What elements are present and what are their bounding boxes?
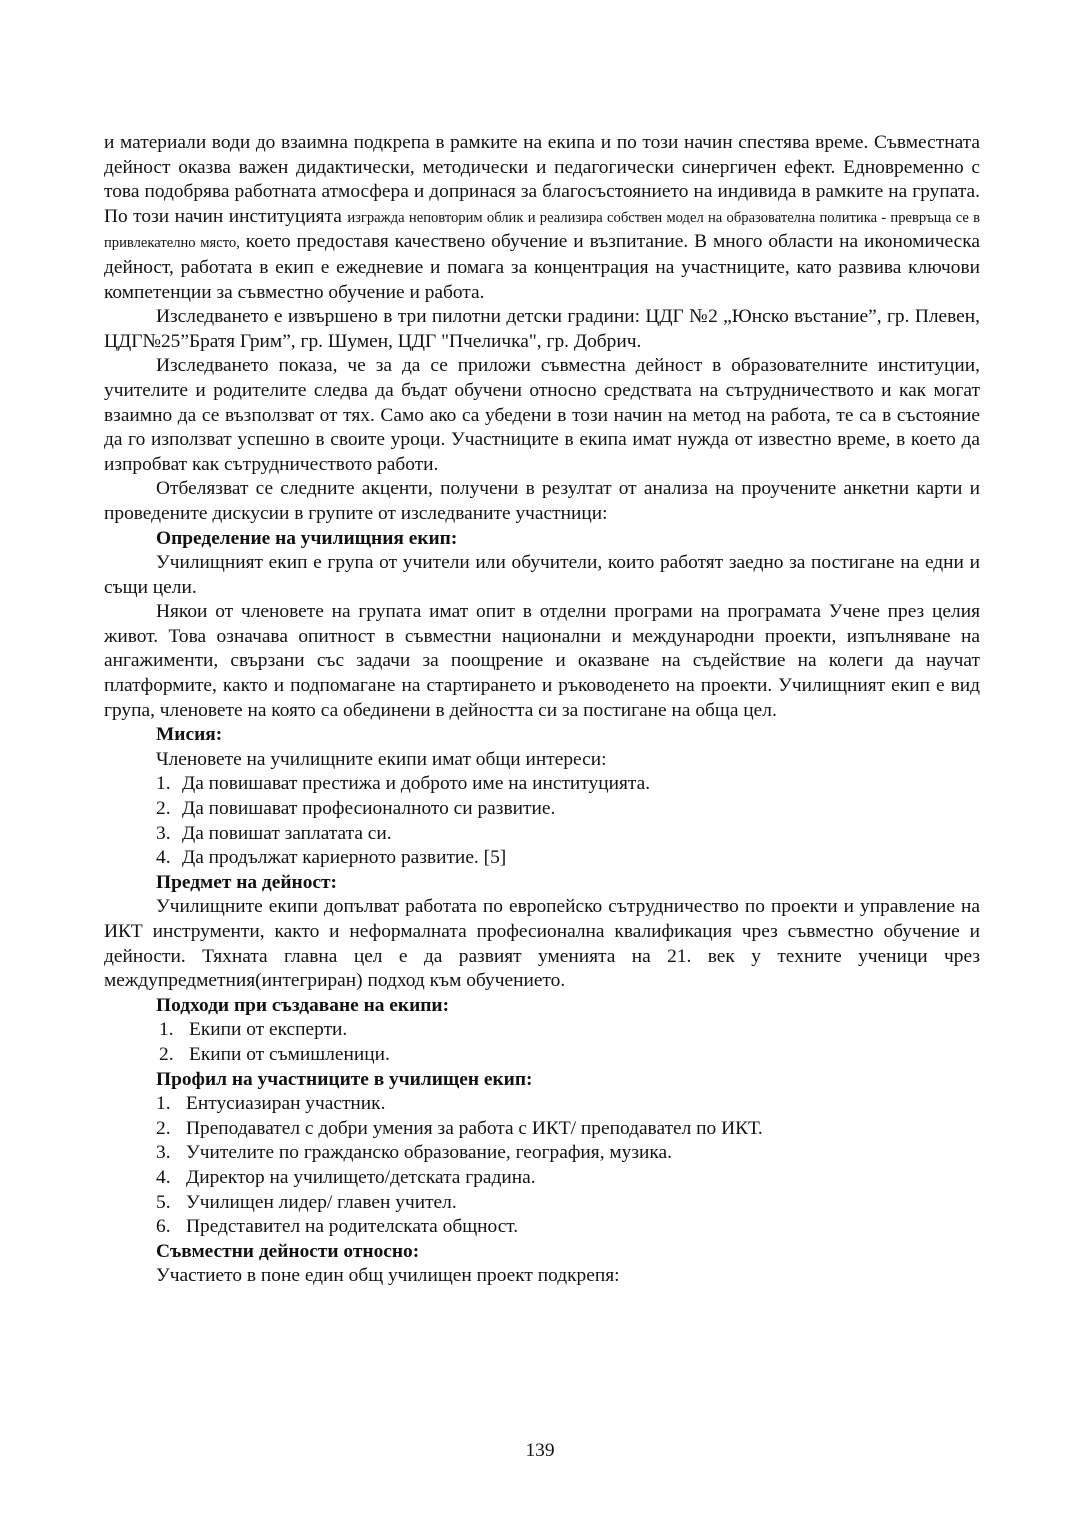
paragraph-highlights: Отбелязват се следните акценти, получени в резултат от анализа на проучените анкетни карти и проведените дискусии в групите от изследваните участници: — [104, 478, 980, 524]
paragraph-intro-part-c: което предоставя качествено обучение и възпитание. В много области на икономическа дейност, работата в екип е ежедневие и помага за концентрация на участниците, като развива ключови компетенции за съвместно обучение и работа. — [104, 231, 980, 303]
list-item: 1. Да повишават престижа и доброто име на институцията. — [156, 773, 651, 795]
heading-participant-profile: Профил на участниците в училищен екип: — [156, 1068, 533, 1090]
heading-subject-of-activity: Предмет на дейност: — [156, 871, 337, 893]
paragraph-intro-part-b: изгражда неповторим облик и реализира собствен модел на образователна политика - превръща се в привлекателно място, — [104, 209, 980, 252]
paragraph-subject-of-activity: Училищните екипи допълват работата по европейско сътрудничество по проекти и управление на ИКТ инструменти, както и неформалната професионална квалификация чрез съвместно обучение и дейности. Тяхната главна цел е да развият уменията на 21. век у техните ученици чрез междупредметния(интегриран) подход към обучението. — [104, 896, 980, 992]
paragraph-research-sites: Изследването е извършено в три пилотни детски градини: ЦДГ №2 „Юнско въстание”, гр. Плевен, ЦДГ№25”Братя Грим”, гр. Шумен, ЦДГ "Пчеличка", гр. Добрич. — [104, 306, 980, 352]
paragraph-team-definition: Училищният екип е група от учители или обучители, които работят заедно за постигане на едни и същи цели. — [104, 552, 980, 598]
paragraph-research-findings: Изследването показа, че за да се приложи съвместна дейност в образователните институции, учителите и родителите следва да бъдат обучени относно средствата на сътрудничеството и как могат взаимно да се възползват от тях. Само ако са убедени в този начин на метод на работа, те са в състояние да го използват успешно в своите уроци. Участниците в екипа имат нужда от известно време, в което да изпробват как сътрудничеството работи. — [104, 355, 980, 475]
heading-mission: Мисия: — [156, 724, 223, 746]
page-number: 139 — [525, 1440, 555, 1461]
list-item: 2. Преподавател с добри умения за работа с ИКТ/ преподавател по ИКТ. — [156, 1117, 763, 1139]
heading-team-definition: Определение на училищния екип: — [156, 527, 458, 549]
paragraph-intro-part-a: и материали води до взаимна подкрепа в рамките на екипа и по този начин спестява време. Съвместната дейност оказва важен дидактически, методически и педагогически синергичен ефект. Едновременно с това подобрява работната атмосфера и допринася за благосъстоянието на индивида в рамките на групата. По този начин институцията — [104, 132, 980, 227]
list-item: 3. Да повишат заплатата си. — [156, 822, 392, 844]
list-item: 3. Учителите по гражданско образование, география, музика. — [156, 1142, 672, 1164]
list-interests — [104, 772, 980, 870]
list-item: 2. Екипи от съмишленици. — [159, 1043, 390, 1065]
list-item: 4. Директор на училището/детската градина. — [156, 1166, 536, 1188]
paragraph-intro — [104, 131, 980, 305]
list-item: 1. Екипи от експерти. — [159, 1019, 348, 1041]
list-item: 1. Ентусиазиран участник. — [156, 1093, 386, 1115]
list-participant-profile — [104, 1092, 980, 1240]
heading-team-approaches: Подходи при създаване на екипи: — [156, 994, 450, 1016]
document-body — [104, 131, 980, 1289]
list-approaches — [104, 1018, 980, 1067]
paragraph-team-experience: Някои от членовете на групата имат опит в отделни програми на програмата Учене през целия живот. Това означава опитност в съвместни национални и международни проекти, изпълняване на ангажименти, свързани със задачи за поощрение и оказване на съдействие на колеги да научат платформите, както и подпомагане на стартирането и ръководенето на проекти. Училищният екип е вид група, членовете на която са обединени в дейността си за постигане на обща цел. — [104, 601, 980, 721]
list-item: 5. Училищен лидер/ главен учител. — [156, 1191, 457, 1213]
list-item: 4. Да продължат кариерното развитие. [5] — [156, 847, 507, 869]
list-item: 2. Да повишават професионалното си развитие. — [156, 798, 556, 820]
heading-joint-activities: Съвместни дейности относно: — [156, 1240, 420, 1262]
paragraph-joint-project: Участието в поне един общ училищен проект подкрепя: — [156, 1265, 620, 1287]
paragraph-common-interests: Членовете на училищните екипи имат общи интереси: — [156, 748, 607, 770]
list-item: 6. Представител на родителската общност. — [156, 1216, 519, 1238]
